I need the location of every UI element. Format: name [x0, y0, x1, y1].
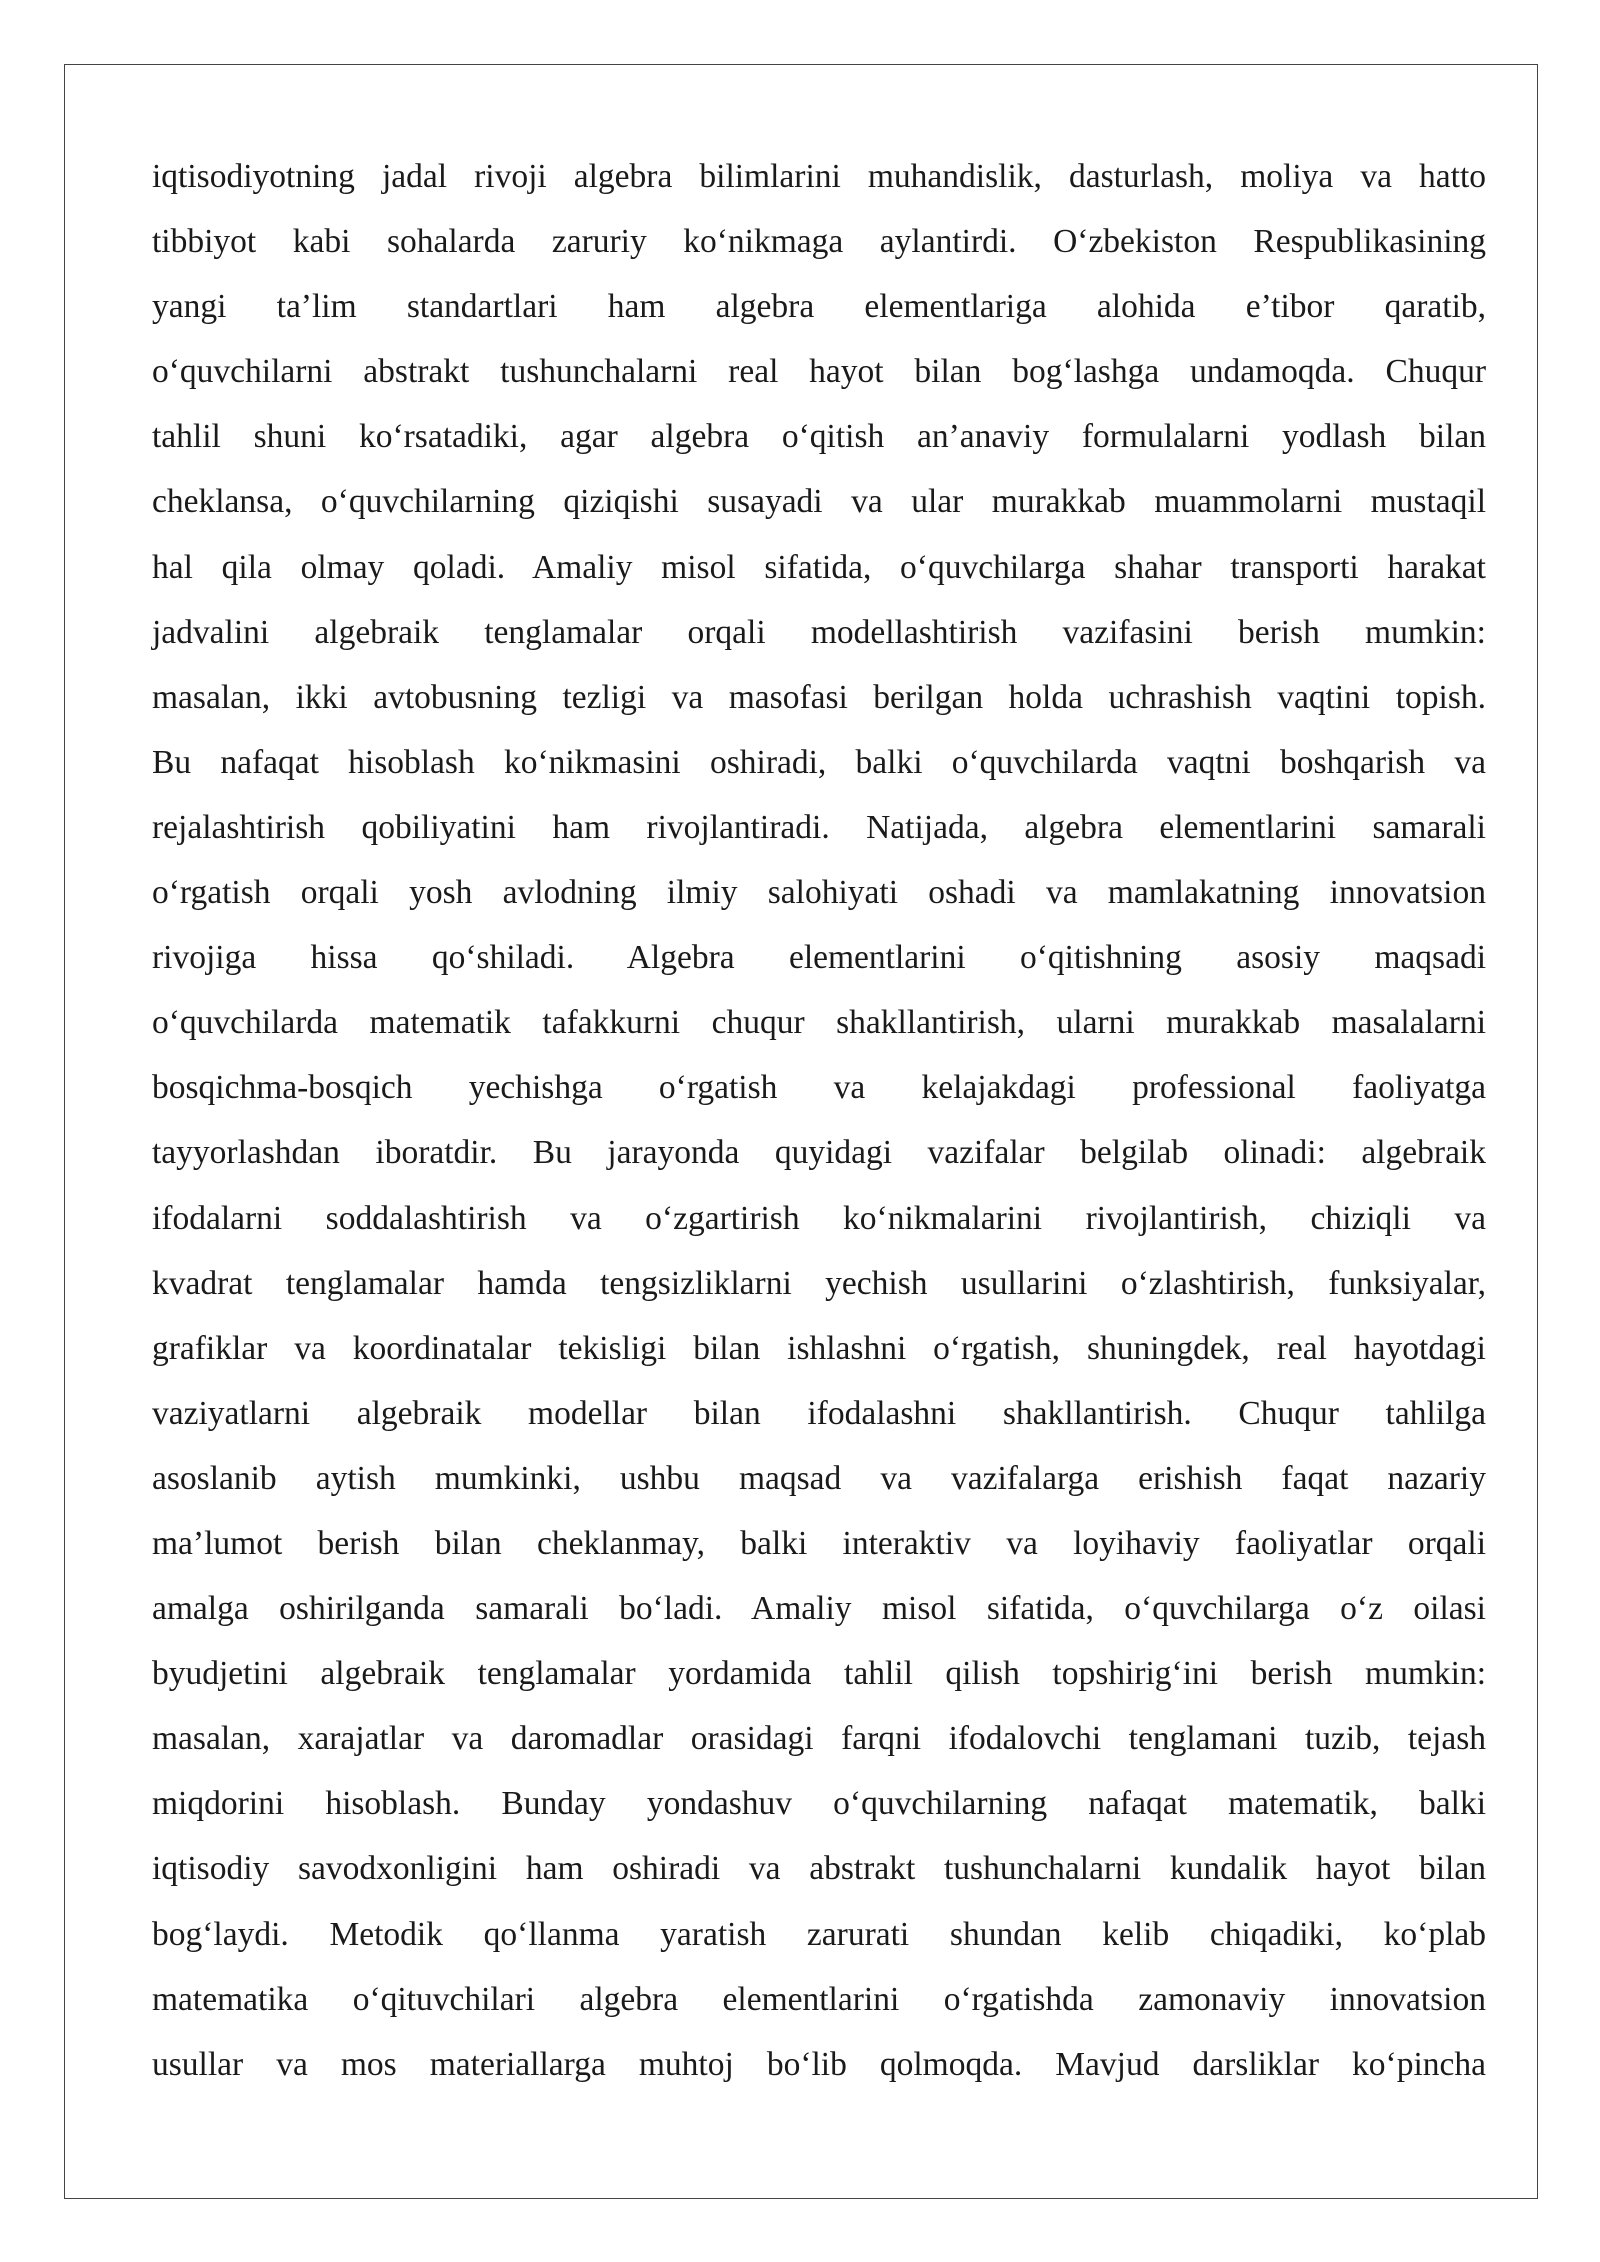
text-line: cheklansa, o‘quvchilarning qiziqishi susayadi va ular murakkab muammolarni mustaqil	[152, 483, 1486, 521]
text-line: kvadrat tenglamalar hamda tengsizliklarni yechish usullarini o‘zlashtirish, funksiyalar,	[152, 1264, 1486, 1302]
text-line: grafiklar va koordinatalar tekisligi bilan ishlashni o‘rgatish, shuningdek, real hayotdagi	[152, 1329, 1486, 1367]
text-line: vaziyatlarni algebraik modellar bilan ifodalashni shakllantirish. Chuqur tahlilga	[152, 1394, 1486, 1432]
text-line: bosqichma-bosqich yechishga o‘rgatish va kelajakdagi professional faoliyatga	[152, 1069, 1486, 1107]
text-line: ifodalarni soddalashtirish va o‘zgartirish ko‘nikmalarini rivojlantirish, chiziqli va	[152, 1199, 1486, 1237]
text-line: o‘quvchilarni abstrakt tushunchalarni real hayot bilan bog‘lashga undamoqda. Chuqur	[152, 353, 1486, 391]
text-line: asoslanib aytish mumkinki, ushbu maqsad va vazifalarga erishish faqat nazariy	[152, 1459, 1486, 1497]
text-line: tibbiyot kabi sohalarda zaruriy ko‘nikmaga aylantirdi. O‘zbekiston Respublikasining	[152, 223, 1486, 261]
text-line: amalga oshirilganda samarali bo‘ladi. Amaliy misol sifatida, o‘quvchilarga o‘z oilasi	[152, 1590, 1486, 1628]
text-line: yangi ta’lim standartlari ham algebra elementlariga alohida e’tibor qaratib,	[152, 288, 1486, 326]
text-line: o‘rgatish orqali yosh avlodning ilmiy salohiyati oshadi va mamlakatning innovatsion	[152, 874, 1486, 912]
text-line: hal qila olmay qoladi. Amaliy misol sifatida, o‘quvchilarga shahar transporti harakat	[152, 548, 1486, 586]
text-line: rejalashtirish qobiliyatini ham rivojlantiradi. Natijada, algebra elementlarini samarali	[152, 808, 1486, 846]
text-line: byudjetini algebraik tenglamalar yordamida tahlil qilish topshirig‘ini berish mumkin:	[152, 1655, 1486, 1693]
body-paragraph	[152, 144, 1486, 2097]
text-line: rivojiga hissa qo‘shiladi. Algebra elementlarini o‘qitishning asosiy maqsadi	[152, 939, 1486, 977]
text-line: ma’lumot berish bilan cheklanmay, balki interaktiv va loyihaviy faoliyatlar orqali	[152, 1524, 1486, 1562]
text-line: miqdorini hisoblash. Bunday yondashuv o‘quvchilarning nafaqat matematik, balki	[152, 1785, 1486, 1823]
text-line: Bu nafaqat hisoblash ko‘nikmasini oshiradi, balki o‘quvchilarda vaqtni boshqarish va	[152, 743, 1486, 781]
text-line: iqtisodiy savodxonligini ham oshiradi va abstrakt tushunchalarni kundalik hayot bilan	[152, 1850, 1486, 1888]
text-line: tahlil shuni ko‘rsatadiki, agar algebra o‘qitish an’anaviy formulalarni yodlash bilan	[152, 418, 1486, 456]
text-line: masalan, ikki avtobusning tezligi va masofasi berilgan holda uchrashish vaqtini topish.	[152, 678, 1486, 716]
text-line: jadvalini algebraik tenglamalar orqali modellashtirish vazifasini berish mumkin:	[152, 613, 1486, 651]
text-line: bog‘laydi. Metodik qo‘llanma yaratish zarurati shundan kelib chiqadiki, ko‘plab	[152, 1915, 1486, 1953]
text-line: iqtisodiyotning jadal rivoji algebra bilimlarini muhandislik, dasturlash, moliya va hatto	[152, 158, 1486, 195]
text-line: o‘quvchilarda matematik tafakkurni chuqur shakllantirish, ularni murakkab masalalarni	[152, 1004, 1486, 1042]
text-line: masalan, xarajatlar va daromadlar orasidagi farqni ifodalovchi tenglamani tuzib, tejash	[152, 1720, 1486, 1758]
text-line: matematika o‘qituvchilari algebra elementlarini o‘rgatishda zamonaviy innovatsion	[152, 1980, 1486, 2018]
text-line: tayyorlashdan iboratdir. Bu jarayonda quyidagi vazifalar belgilab olinadi: algebraik	[152, 1134, 1486, 1172]
text-line: usullar va mos materiallarga muhtoj bo‘lib qolmoqda. Mavjud darsliklar ko‘pincha	[152, 2045, 1486, 2083]
